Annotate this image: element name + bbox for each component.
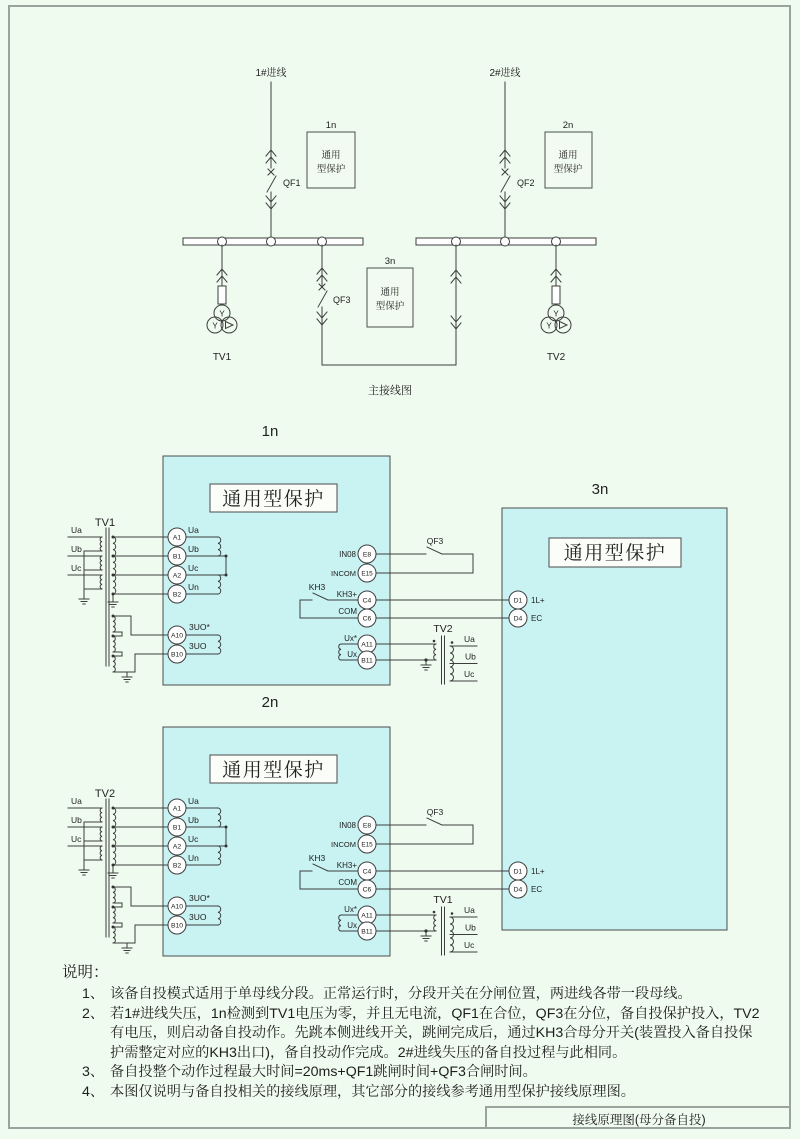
tv-output-label: Ub: [465, 651, 476, 662]
svg-text:D4: D4: [513, 615, 523, 623]
svg-text:INCOM: INCOM: [331, 569, 356, 578]
svg-text:COM: COM: [338, 607, 357, 616]
output-wires: [376, 871, 509, 889]
section-3n: [502, 481, 727, 930]
phase-label: Ua: [71, 525, 82, 535]
qf1-label: QF1: [283, 178, 301, 188]
svg-text:Ux*: Ux*: [344, 634, 357, 643]
phase-label: Ub: [71, 815, 82, 825]
svg-text:3UO*: 3UO*: [189, 622, 210, 632]
svg-text:KH3+: KH3+: [336, 590, 357, 599]
title-block: [485, 1106, 791, 1129]
section-heading: 1n: [261, 423, 279, 440]
qf3-label: QF3: [426, 807, 444, 817]
device-label-3n: 通用型保护: [563, 543, 667, 564]
svg-text:A10: A10: [170, 903, 184, 911]
svg-text:E15: E15: [361, 570, 373, 578]
svg-text:型保护: 型保护: [375, 301, 405, 312]
tv-left-label: TV2: [94, 788, 116, 800]
svg-text:C6: C6: [362, 886, 372, 894]
pt-secondary-windings: [113, 808, 168, 868]
svg-text:Uc: Uc: [188, 563, 199, 573]
fuse-icon: [218, 286, 226, 304]
svg-text:D1: D1: [513, 597, 523, 605]
svg-text:型保护: 型保护: [553, 164, 583, 175]
open-delta-winding: [113, 616, 168, 672]
output-wires: [376, 600, 509, 618]
phase-label: Uc: [71, 834, 82, 844]
svg-text:D1: D1: [513, 868, 523, 876]
svg-text:EC: EC: [531, 614, 543, 623]
device-label: 通用型保护: [222, 760, 325, 781]
svg-text:Ux*: Ux*: [344, 905, 357, 914]
phase-label: Ub: [71, 544, 82, 554]
svg-text:Uc: Uc: [188, 834, 199, 844]
svg-text:Un: Un: [188, 582, 199, 592]
pt-secondary-windings: [113, 537, 168, 597]
svg-text:A11: A11: [361, 912, 373, 920]
svg-text:3UO: 3UO: [189, 912, 207, 922]
phase-label: Uc: [71, 563, 82, 573]
svg-text:1L+: 1L+: [531, 867, 545, 876]
svg-text:IN08: IN08: [339, 821, 356, 830]
tv-output-label: Uc: [464, 669, 475, 679]
svg-text:1L+: 1L+: [531, 596, 545, 605]
svg-text:Ux: Ux: [347, 921, 357, 930]
device-wiring-section-1: [68, 423, 545, 685]
svg-text:B1: B1: [172, 824, 182, 832]
section-heading-3n: 3n: [591, 481, 609, 498]
tv-output-label: Ua: [464, 634, 475, 644]
tv-right-label: TV2: [433, 623, 453, 635]
svg-text:C4: C4: [362, 868, 372, 876]
kh3-label: KH3: [308, 582, 326, 592]
svg-text:Un: Un: [188, 853, 199, 863]
svg-text:Ub: Ub: [188, 544, 199, 554]
qf3-label: QF3: [333, 295, 351, 305]
main-diagram-caption: 主接线图: [368, 385, 412, 397]
tv-output-label: Ub: [465, 922, 476, 933]
svg-text:A2: A2: [172, 843, 182, 851]
section-heading: 2n: [261, 694, 279, 711]
svg-text:C4: C4: [362, 597, 372, 605]
svg-text:通用: 通用: [321, 150, 341, 161]
svg-text:C6: C6: [362, 615, 372, 623]
svg-text:A11: A11: [361, 641, 373, 649]
svg-text:B2: B2: [172, 862, 182, 870]
tv-right-label: TV1: [433, 894, 453, 906]
svg-text:A2: A2: [172, 572, 182, 580]
fuse-icon: [552, 286, 560, 304]
svg-text:EC: EC: [531, 885, 543, 894]
svg-text:INCOM: INCOM: [331, 840, 356, 849]
svg-text:通用: 通用: [558, 150, 578, 161]
device-label: 通用型保护: [222, 489, 325, 510]
kh3-label: KH3: [308, 853, 326, 863]
svg-text:Ub: Ub: [188, 815, 199, 825]
ground-icon: [79, 594, 89, 604]
ground-icon: [122, 943, 132, 953]
svg-text:B10: B10: [170, 922, 184, 930]
svg-text:B1: B1: [172, 553, 182, 561]
svg-text:B11: B11: [361, 928, 373, 936]
svg-text:A10: A10: [170, 632, 184, 640]
tag-3n: 3n: [384, 256, 396, 267]
svg-text:E15: E15: [361, 841, 373, 849]
device-wiring-section-2: [68, 694, 545, 956]
svg-text:Ua: Ua: [188, 525, 199, 535]
svg-text:E8: E8: [362, 822, 372, 830]
phase-label: Ua: [71, 796, 82, 806]
svg-text:3UO: 3UO: [189, 641, 207, 651]
svg-text:COM: COM: [338, 878, 357, 887]
drawing-title: 接线原理图(母分备自投): [572, 1112, 706, 1127]
note-item: 3、 备自投整个动作过程最大时间=20ms+QF1跳闸时间+QF3合闸时间。: [82, 1064, 537, 1080]
qf3-aux-contact: [376, 547, 473, 573]
svg-text:A1: A1: [172, 805, 182, 813]
tv1-label: TV1: [212, 352, 232, 363]
tv2-label: TV2: [546, 352, 566, 363]
tag-2n: 2n: [562, 120, 574, 131]
tag-1n: 1n: [325, 120, 337, 131]
tv-output-label: Ua: [464, 905, 475, 915]
svg-text:Ux: Ux: [347, 650, 357, 659]
notes-block: [62, 960, 762, 1102]
svg-text:B11: B11: [361, 657, 373, 665]
svg-text:D4: D4: [513, 886, 523, 894]
main-single-line-diagram: [183, 66, 596, 397]
open-delta-winding: [113, 887, 168, 943]
tv-output-label: Uc: [464, 940, 475, 950]
svg-text:Ua: Ua: [188, 796, 199, 806]
svg-text:3UO*: 3UO*: [189, 893, 210, 903]
ground-icon: [122, 672, 132, 682]
svg-text:型保护: 型保护: [316, 164, 346, 175]
note-item: 2、 若1#进线失压，1n检测到TV1电压为零，并且无电流，QF1在合位，QF3在分位，备自投保护投入，TV2有电压，则启动备自投动作。先跳本侧进线开关，跳闸完成后，通过KH3合母分开关(装置投入备自投保护需整定对应的KH3出口)，备自投动作完成。2#进线失压的备自投过程与此相同。: [82, 1005, 760, 1061]
svg-text:B10: B10: [170, 651, 184, 659]
svg-text:A1: A1: [172, 534, 182, 542]
svg-text:E8: E8: [362, 551, 372, 559]
qf2-label: QF2: [517, 178, 535, 188]
svg-text:IN08: IN08: [339, 550, 356, 559]
svg-text:B2: B2: [172, 591, 182, 599]
feeder1-label: 1#进线: [255, 68, 287, 79]
tv-left-label: TV1: [94, 517, 116, 529]
notes-heading: 说明：: [62, 964, 109, 981]
note-item: 4、 本图仅说明与备自投相关的接线原理，其它部分的接线参考通用型保护接线原理图。: [82, 1083, 635, 1100]
device-sections: [68, 423, 545, 956]
svg-text:KH3+: KH3+: [336, 861, 357, 870]
svg-text:通用: 通用: [380, 287, 400, 298]
qf3-label: QF3: [426, 536, 444, 546]
ground-icon: [79, 865, 89, 875]
qf3-aux-contact: [376, 818, 473, 844]
note-item: 1、 该备自投模式适用于单母线分段。正常运行时，分段开关在分闸位置，两进线各带一段母线。: [82, 986, 692, 1002]
feeder2-label: 2#进线: [489, 68, 521, 79]
